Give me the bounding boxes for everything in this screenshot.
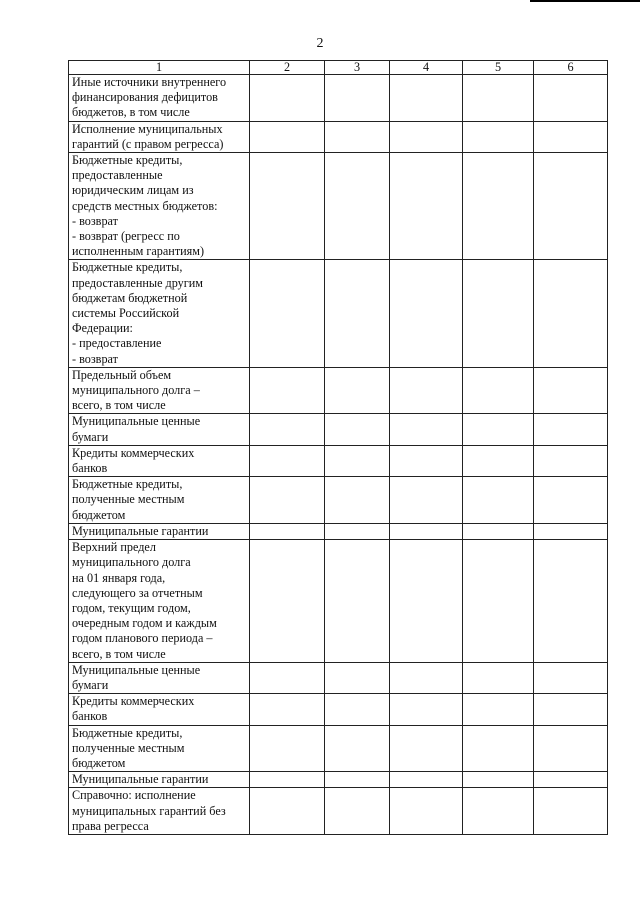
- value-cell: [250, 414, 325, 445]
- value-cell: [390, 121, 463, 152]
- table-row: [69, 477, 608, 524]
- value-cell: [390, 477, 463, 524]
- row-label: Муниципальные гарантии: [69, 772, 250, 788]
- column-header: 2: [250, 61, 325, 75]
- column-header: 5: [463, 61, 534, 75]
- value-cell: [534, 367, 608, 414]
- value-cell: [250, 788, 325, 835]
- value-cell: [534, 260, 608, 367]
- value-cell: [325, 75, 390, 122]
- value-cell: [390, 75, 463, 122]
- table-row: [69, 414, 608, 445]
- value-cell: [390, 662, 463, 693]
- value-cell: [250, 540, 325, 663]
- value-cell: [534, 540, 608, 663]
- table-row: [69, 788, 608, 835]
- value-cell: [325, 523, 390, 539]
- value-cell: [325, 772, 390, 788]
- value-cell: [390, 523, 463, 539]
- value-cell: [325, 153, 390, 260]
- value-cell: [325, 367, 390, 414]
- column-header: 4: [390, 61, 463, 75]
- value-cell: [534, 772, 608, 788]
- value-cell: [534, 445, 608, 476]
- page-number: 2: [316, 36, 324, 51]
- table-row: [69, 153, 608, 260]
- row-label: Кредиты коммерческих банков: [69, 694, 250, 725]
- value-cell: [463, 540, 534, 663]
- value-cell: [325, 662, 390, 693]
- table-row: [69, 662, 608, 693]
- value-cell: [534, 694, 608, 725]
- value-cell: [463, 694, 534, 725]
- value-cell: [534, 414, 608, 445]
- row-label: Бюджетные кредиты, предоставленные юридическим лицам из средств местных бюджетов: - возврат - возврат (регресс по исполненным гарантиям): [69, 153, 250, 260]
- row-label: Кредиты коммерческих банков: [69, 445, 250, 476]
- value-cell: [325, 414, 390, 445]
- value-cell: [463, 772, 534, 788]
- row-label: Бюджетные кредиты, предоставленные другим бюджетам бюджетной системы Российской Федерации: - предоставление - возврат: [69, 260, 250, 367]
- value-cell: [534, 725, 608, 772]
- corner-scan-mark: [530, 0, 640, 2]
- value-cell: [250, 445, 325, 476]
- row-label: Муниципальные ценные бумаги: [69, 662, 250, 693]
- value-cell: [390, 367, 463, 414]
- value-cell: [390, 153, 463, 260]
- value-cell: [390, 445, 463, 476]
- value-cell: [534, 788, 608, 835]
- table-row: [69, 540, 608, 663]
- value-cell: [463, 414, 534, 445]
- table-row: [69, 260, 608, 367]
- table-row: [69, 75, 608, 122]
- value-cell: [325, 540, 390, 663]
- value-cell: [534, 153, 608, 260]
- value-cell: [463, 788, 534, 835]
- table-row: [69, 445, 608, 476]
- value-cell: [250, 75, 325, 122]
- value-cell: [250, 725, 325, 772]
- debt-table: [68, 60, 608, 835]
- value-cell: [325, 694, 390, 725]
- value-cell: [390, 414, 463, 445]
- value-cell: [390, 725, 463, 772]
- row-label: Муниципальные гарантии: [69, 523, 250, 539]
- value-cell: [390, 788, 463, 835]
- table-row: [69, 121, 608, 152]
- row-label: Муниципальные ценные бумаги: [69, 414, 250, 445]
- value-cell: [534, 477, 608, 524]
- value-cell: [534, 121, 608, 152]
- value-cell: [250, 477, 325, 524]
- value-cell: [463, 523, 534, 539]
- value-cell: [463, 121, 534, 152]
- value-cell: [534, 662, 608, 693]
- table-row: [69, 772, 608, 788]
- value-cell: [250, 153, 325, 260]
- table-row: [69, 725, 608, 772]
- row-label: Бюджетные кредиты, полученные местным бюджетом: [69, 477, 250, 524]
- value-cell: [325, 725, 390, 772]
- table-row: [69, 367, 608, 414]
- column-header: 3: [325, 61, 390, 75]
- row-label: Справочно: исполнение муниципальных гарантий без права регресса: [69, 788, 250, 835]
- value-cell: [325, 788, 390, 835]
- header-row: [69, 61, 608, 75]
- value-cell: [250, 260, 325, 367]
- value-cell: [250, 367, 325, 414]
- value-cell: [390, 540, 463, 663]
- value-cell: [390, 694, 463, 725]
- table-row: [69, 523, 608, 539]
- value-cell: [250, 662, 325, 693]
- value-cell: [463, 75, 534, 122]
- column-header: 6: [534, 61, 608, 75]
- value-cell: [325, 477, 390, 524]
- value-cell: [250, 523, 325, 539]
- value-cell: [463, 725, 534, 772]
- value-cell: [390, 260, 463, 367]
- row-label: Иные источники внутреннего финансирования дефицитов бюджетов, в том числе: [69, 75, 250, 122]
- value-cell: [325, 445, 390, 476]
- value-cell: [250, 772, 325, 788]
- value-cell: [463, 477, 534, 524]
- value-cell: [463, 367, 534, 414]
- row-label: Верхний предел муниципального долга на 01 января года, следующего за отчетным годом, текущим годом, очередным годом и каждым годом планового периода – всего, в том числе: [69, 540, 250, 663]
- value-cell: [250, 694, 325, 725]
- value-cell: [534, 75, 608, 122]
- value-cell: [325, 121, 390, 152]
- value-cell: [534, 523, 608, 539]
- row-label: Исполнение муниципальных гарантий (с правом регресса): [69, 121, 250, 152]
- value-cell: [463, 153, 534, 260]
- value-cell: [250, 121, 325, 152]
- value-cell: [325, 260, 390, 367]
- column-header: 1: [69, 61, 250, 75]
- row-label: Предельный объем муниципального долга – всего, в том числе: [69, 367, 250, 414]
- value-cell: [463, 662, 534, 693]
- value-cell: [463, 260, 534, 367]
- row-label: Бюджетные кредиты, полученные местным бюджетом: [69, 725, 250, 772]
- value-cell: [463, 445, 534, 476]
- value-cell: [390, 772, 463, 788]
- table-row: [69, 694, 608, 725]
